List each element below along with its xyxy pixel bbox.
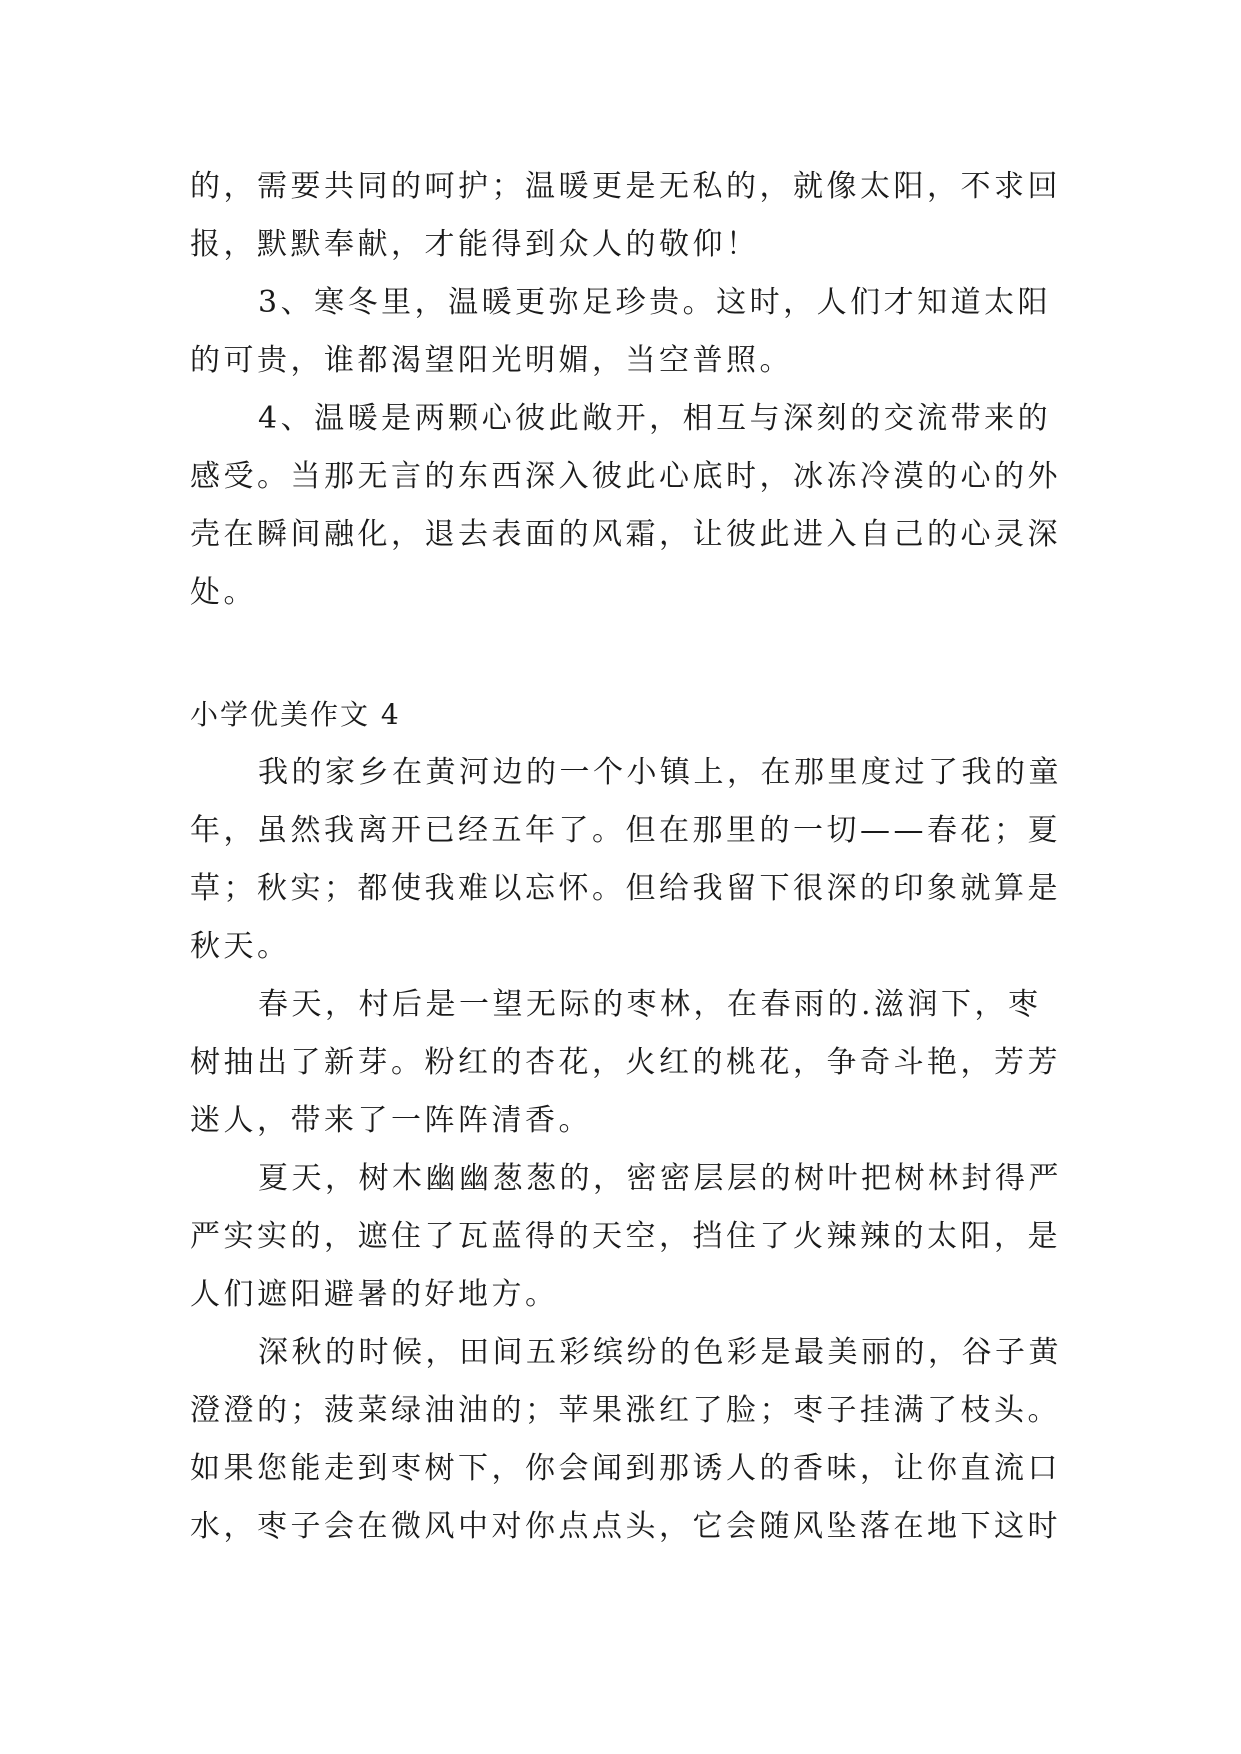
text-line: 春天，村后是一望无际的枣林，在春雨的.滋润下，枣	[258, 987, 1042, 1022]
text-line: 草；秋实；都使我难以忘怀。但给我留下很深的印象就算是	[190, 871, 1061, 906]
text-line: 秋天。	[190, 929, 291, 964]
paragraph-continuation	[190, 158, 1070, 274]
paragraph-3	[190, 274, 1070, 390]
text-line: 3、寒冬里，温暖更弥足珍贵。这时，人们才知道太阳	[258, 285, 1052, 320]
text-line: 深秋的时候，田间五彩缤纷的色彩是最美丽的，谷子黄	[258, 1335, 1062, 1370]
text-line: 处。	[190, 575, 257, 610]
essay-paragraph-2	[190, 976, 1070, 1150]
text-line: 4、温暖是两颗心彼此敞开，相互与深刻的交流带来的	[258, 401, 1052, 436]
text-line: 严实实的，遮住了瓦蓝得的天空，挡住了火辣辣的太阳，是	[190, 1219, 1061, 1254]
essay-paragraph-4	[190, 1324, 1070, 1556]
text-line: 人们遮阳避暑的好地方。	[190, 1277, 559, 1312]
text-line: 夏天，树木幽幽葱葱的，密密层层的树叶把树林封得严	[258, 1161, 1062, 1196]
text-line: 我的家乡在黄河边的一个小镇上，在那里度过了我的童	[258, 755, 1062, 790]
text-line: 报，默默奉献，才能得到众人的敬仰！	[190, 227, 760, 262]
text-line: 如果您能走到枣树下，你会闻到那诱人的香味，让你直流口	[190, 1451, 1061, 1486]
paragraph-4	[190, 390, 1070, 622]
section-heading: 小学优美作文 4	[190, 698, 401, 731]
text-line: 壳在瞬间融化，退去表面的风霜，让彼此进入自己的心灵深	[190, 517, 1061, 552]
essay-paragraph-1	[190, 744, 1070, 976]
essay-paragraph-3	[190, 1150, 1070, 1324]
text-line: 的，需要共同的呵护；温暖更是无私的，就像太阳，不求回	[190, 169, 1061, 204]
text-line: 的可贵，谁都渴望阳光明媚，当空普照。	[190, 343, 793, 378]
text-line: 迷人，带来了一阵阵清香。	[190, 1103, 592, 1138]
text-line: 水，枣子会在微风中对你点点头，它会随风坠落在地下这时	[190, 1509, 1061, 1544]
text-line: 澄澄的；菠菜绿油油的；苹果涨红了脸；枣子挂满了枝头。	[190, 1393, 1061, 1428]
text-line: 树抽出了新芽。粉红的杏花，火红的桃花，争奇斗艳，芳芳	[190, 1045, 1061, 1080]
section-gap	[190, 622, 1070, 686]
text-line: 年，虽然我离开已经五年了。但在那里的一切——春花；夏	[190, 813, 1061, 848]
document-body	[190, 158, 1070, 1556]
text-line: 感受。当那无言的东西深入彼此心底时，冰冻冷漠的心的外	[190, 459, 1061, 494]
